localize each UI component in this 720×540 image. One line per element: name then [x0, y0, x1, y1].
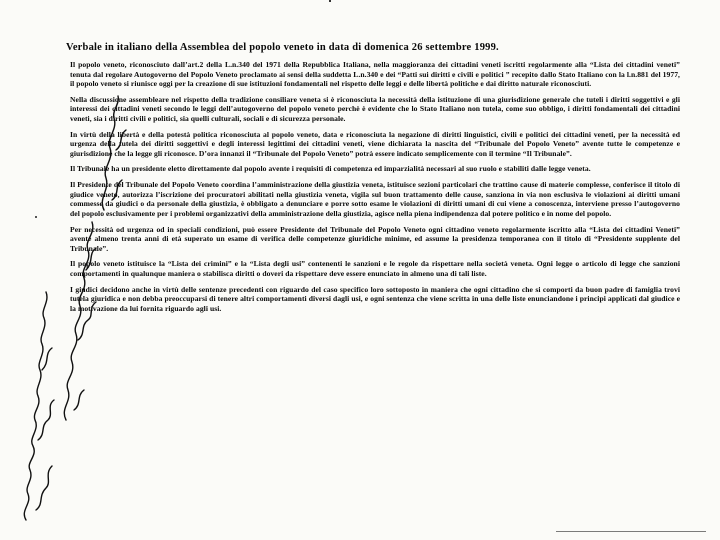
- paragraph: In virtù della libertà e della potestà politica riconosciuta al popolo veneto, data e riconosciuta la negazione di diritti linguistici, civili e politici dei cittadini veneti, per la necessità ed urgenza della tutela dei diritti soggettivi e degli interessi legittimi dei cittadini veneti, viene dichiarata la nascita del “Tribunale del Popolo Veneto” avente tutte le competenze e giurisdizione che la legge gli riconosce. D’ora innanzi il “Tribunale del Popolo Veneto” potrà essere indicato semplicemente con il termine “Il Tribunale”.: [70, 129, 680, 158]
- paragraph: Per necessità od urgenza od in speciali condizioni, può essere Presidente del Tribunale del Popolo Veneto ogni cittadino veneto regolarmente iscritto alla “Lista dei cittadini Veneti” avente almeno trenta anni di età superato un esame di verifica delle competenze giuridiche minime, ed assume la presidenza temporanea con il titolo di “Presidente supplente del Tribunale”.: [70, 224, 680, 253]
- paragraph: Il Tribunale ha un presidente eletto direttamente dal popolo avente i requisiti di competenza ed imparzialità necessari al suo ruolo e stabiliti dalle legge veneta.: [70, 164, 591, 174]
- document-body: [70, 60, 680, 320]
- scan-speck: [328, 0, 332, 3]
- paragraph: Il Presidente del Tribunale del Popolo Veneto coordina l’amministrazione della giustizia veneta, istituisce sezioni particolari che trattino cause di materie complesse, conferisce il titolo di giudice veneto, autorizza l’iscrizione dei procuratori abilitati nella giustizia veneta, vigila sul buon trattamento delle cause, sanziona in via non esclusiva le violazioni ai diritti umani commesse da giudici o da personale della giustizia, è obbligato a denunciare e porre sotto esame le violazioni di diritti umani di cui viene a conoscenza, interviene presso l’autogoverno del popolo esclusivamente per i problemi organizzativi della amministrazione della giustizia, agisce nella piena indipendenza dal potere politico e in nome del popolo.: [70, 180, 680, 218]
- paragraph: Il popolo veneto istituisce la “Lista dei crimini” e la “Lista degli usi” contenenti le sanzioni e le regole da rispettare nella società veneta. Ogni legge o articolo di legge che sanzioni comportamenti in qualunque maniera o stabilisca diritti o doveri da rispettare deve essere enunciato in almeno una di tali liste.: [70, 259, 680, 278]
- scan-artifact-line: [556, 530, 706, 534]
- paragraph: I giudici decidono anche in virtù delle sentenze precedenti con riguardo del caso specifico loro sottoposto in maniera che ogni cittadino che si comporti da buon padre di famiglia trovi tutela giuridica e non debba preoccuparsi di tenere altri comportamenti diversi dagli usi, e ogni sentenza che viene scritta in una delle liste enunciandone i principi applicati dal giudice e la motivazione da lui fornita riguardo agli usi.: [70, 284, 680, 313]
- handwritten-signature: [8, 90, 138, 530]
- paragraph: Nella discussione assembleare nel rispetto della tradizione consiliare veneta si è riconosciuta la necessità della istituzione di una giurisdizione generale che tuteli i diritti soggettivi e gli interessi dei cittadini veneti secondo le leggi dell’autogoverno del popolo veneto perchè è evidente che lo Stato Italiano non tutela, come suo obbligo, i diritti fondamentali dei cittadini veneti, sia i diritti civili e politici, sia quelli culturali, sociali e di sicurezza personale.: [70, 94, 680, 123]
- document-title: Verbale in italiano della Assemblea del popolo veneto in data di domenica 26 settembre 1999.: [66, 42, 499, 53]
- paragraph: Il popolo veneto, riconosciuto dall’art.2 della L.n.340 del 1971 della Repubblica Italiana, nella maggioranza dei cittadini veneti iscritti regolarmente alla “Lista dei cittadini veneti” tenuta dal regolare Autogoverno del Popolo Veneto proclamato ai sensi della suddetta L.n.340 e dei “Patti sui diritti e civili e politici ” recepito dallo Stato Italiano con la l.n.881 del 1977, il popolo veneto si riunisce oggi per la creazione di sue istituzioni fondamentali nel rispetto delle leggi e delle libertà politiche e dai diritto naturale riconosciuti.: [70, 60, 680, 89]
